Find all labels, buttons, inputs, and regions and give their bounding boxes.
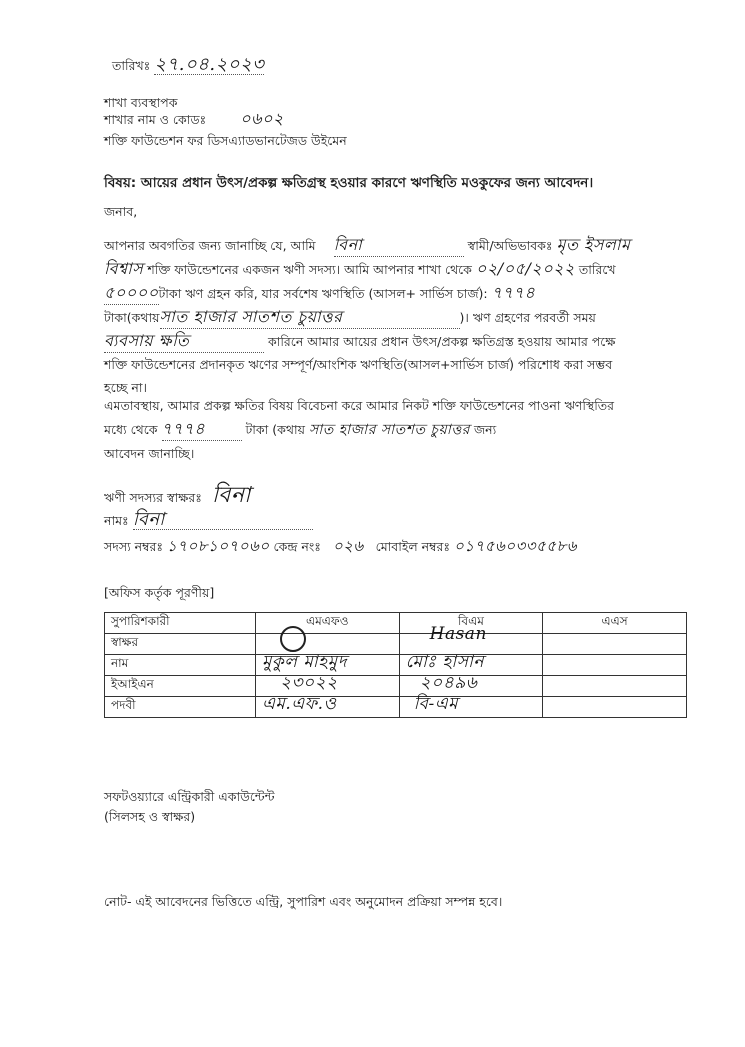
para1-text: টাকা(কথায়	[104, 310, 160, 325]
bm-name: মোঃ হাসান	[405, 652, 485, 672]
balance-in-words: সাত হাজার সাতশত চুয়াত্তর	[160, 305, 460, 329]
bm-designation: বি-এম	[413, 694, 459, 714]
para1-text: শক্তি ফাউন্ডেশনের একজন ঋণী সদস্য। আমি আপনার শাখা থেকে	[147, 262, 472, 277]
bm-ein: ২০৪৯৬	[419, 673, 478, 693]
member-signature-label: ঋণী সদস্যর স্বাক্ষরঃ	[104, 490, 202, 505]
mobile-label: মোবাইল নম্বরঃ	[375, 539, 451, 554]
table-row-signature	[105, 634, 687, 655]
para2-text: জন্য	[473, 422, 497, 437]
mfo-ein: ২৩০২২	[279, 673, 338, 693]
row-label-ein: ইআইএন	[105, 676, 256, 697]
para1-text: কারিনে আমার আয়ের প্রধান উৎস/প্রকল্প ক্ষতিগ্রস্ত হওয়ায় আমার পক্ষে	[267, 334, 616, 349]
as-signature-cell	[543, 634, 687, 655]
mobile-number: ০১৭৫৬০৩৩৫৫৮৬	[454, 537, 577, 555]
member-name-label: নামঃ	[104, 513, 129, 528]
date-value: ২৭.০৪.২০২৩	[154, 54, 265, 75]
table-row-designation	[105, 697, 687, 718]
member-name: বিনা	[133, 511, 313, 530]
bm-signature: Hasan	[429, 624, 487, 644]
header-organization: শক্তি ফাউন্ডেশন ফর ডিসএ্যাডভানটেজড উইমেন	[104, 133, 347, 148]
para1-text: তারিখে	[578, 262, 616, 277]
para1-text: আপনার অবগতির জন্য জানাচ্ছি যে, আমি	[104, 238, 316, 253]
row-label-signature: স্বাক্ষর	[105, 634, 256, 655]
member-id-line	[104, 537, 577, 556]
para2-text: টাকা (কথায়	[245, 422, 305, 437]
loan-amount: ৫০০০০	[104, 281, 159, 305]
branch-code: ০৬০২	[240, 109, 284, 128]
member-id: ১৭০৮১০৭০৬০	[167, 537, 270, 555]
mfo-designation-cell	[255, 694, 399, 718]
member-name-line	[104, 511, 313, 530]
office-heading: [অফিস কর্তৃক পূরণীয়]	[104, 585, 215, 600]
row-label-designation: পদবী	[105, 697, 256, 718]
col-header-recommender: সুপারিশকারী	[105, 613, 256, 634]
center-label: কেন্দ্র নংঃ	[273, 539, 321, 554]
subject-line: বিষয়: আয়ের প্রধান উৎস/প্রকল্প ক্ষতিগ্রস্থ হওয়ার কারণে ঋণস্থিতি মওকুফের জন্য আবেদন।	[104, 175, 594, 191]
accountant-title: সফটওয়্যারে এন্ট্রিকারী একাউন্টেন্ট	[104, 789, 275, 804]
as-ein-cell	[543, 676, 687, 697]
footer-note: নোট- এই আবেদনের ভিত্তিতে এন্ট্রি, সুপারিশ এবং অনুমোদন প্রক্রিয়া সম্পন্ন হবে।	[104, 894, 503, 909]
as-designation-cell	[543, 697, 687, 718]
mfo-designation: এম.এফ.ও	[261, 694, 337, 714]
member-id-label: সদস্য নম্বরঃ	[104, 539, 164, 554]
office-table	[104, 612, 687, 718]
col-header-as: এএস	[543, 613, 687, 634]
paragraph-2	[104, 394, 694, 465]
loan-balance: ৭৭৭৪	[491, 283, 536, 302]
loss-reason: ব্যবসায় ক্ষতি	[104, 329, 264, 353]
header-branch	[104, 110, 284, 129]
para2-text: এমতাবস্থায়, আমার প্রকল্প ক্ষতির বিষয় বিবেচনা করে আমার নিকট শক্তি ফাউন্ডেশনের পাওনা ঋণস্থিতির	[104, 398, 615, 413]
table-row-name	[105, 655, 687, 676]
date-label: তারিখঃ	[112, 58, 151, 73]
guardian-name-cont: বিশ্বাস	[104, 259, 144, 278]
accountant-subtitle: (সিলসহ ও স্বাক্ষর)	[104, 809, 196, 824]
paragraph-1	[104, 233, 694, 399]
guardian-name: মৃত ইসলাম	[556, 235, 631, 254]
branch-label: শাখার নাম ও কোডঃ	[104, 112, 207, 127]
waiver-in-words: সাত হাজার সাতশত চুয়াত্তর	[308, 422, 470, 438]
para1-text: হচ্ছে না।	[104, 380, 147, 395]
salutation: জনাব,	[104, 204, 138, 219]
para1-text: শক্তি ফাউন্ডেশনের প্রদানকৃত ঋণের সম্পূর্ণ/আংশিক ঋণস্থিতি(আসল+সার্ভিস চার্জ) পরিশোধ করা সম্ভব	[104, 357, 613, 372]
table-header-row	[105, 613, 687, 634]
para1-text: )। ঋণ গ্রহণের পরবর্তী সময়	[459, 310, 596, 325]
center-number: ০২৬	[332, 537, 364, 555]
mfo-name: মুকুল মাহমুদ	[261, 652, 348, 672]
row-label-name: নাম	[105, 655, 256, 676]
member-signature: বিনা	[211, 483, 251, 508]
guardian-label: স্বামী/অভিভাবকঃ	[467, 238, 553, 253]
table-row-ein	[105, 676, 687, 697]
para1-text: টাকা ঋণ গ্রহন করি, যার সর্বশেষ ঋণস্থিতি (আসল+ সার্ভিস চার্জ):	[158, 286, 488, 301]
header-recipient: শাখা ব্যবস্থাপক	[104, 95, 178, 110]
para2-text: মধ্যে থেকে	[104, 422, 158, 437]
waiver-amount: ৭৭৭৪	[162, 417, 242, 441]
as-name-cell	[543, 655, 687, 676]
loan-date: ০২/০৫/২০২২	[475, 259, 575, 278]
bm-designation-cell	[399, 694, 543, 718]
date-line	[112, 56, 264, 75]
col-header-mfo: এমএফও	[255, 613, 399, 634]
applicant-name: বিনা	[334, 233, 464, 257]
para2-text: আবেদন জানাচ্ছি।	[104, 446, 195, 461]
col-header-bm: বিএম	[399, 613, 543, 634]
member-signature-line	[104, 483, 251, 508]
